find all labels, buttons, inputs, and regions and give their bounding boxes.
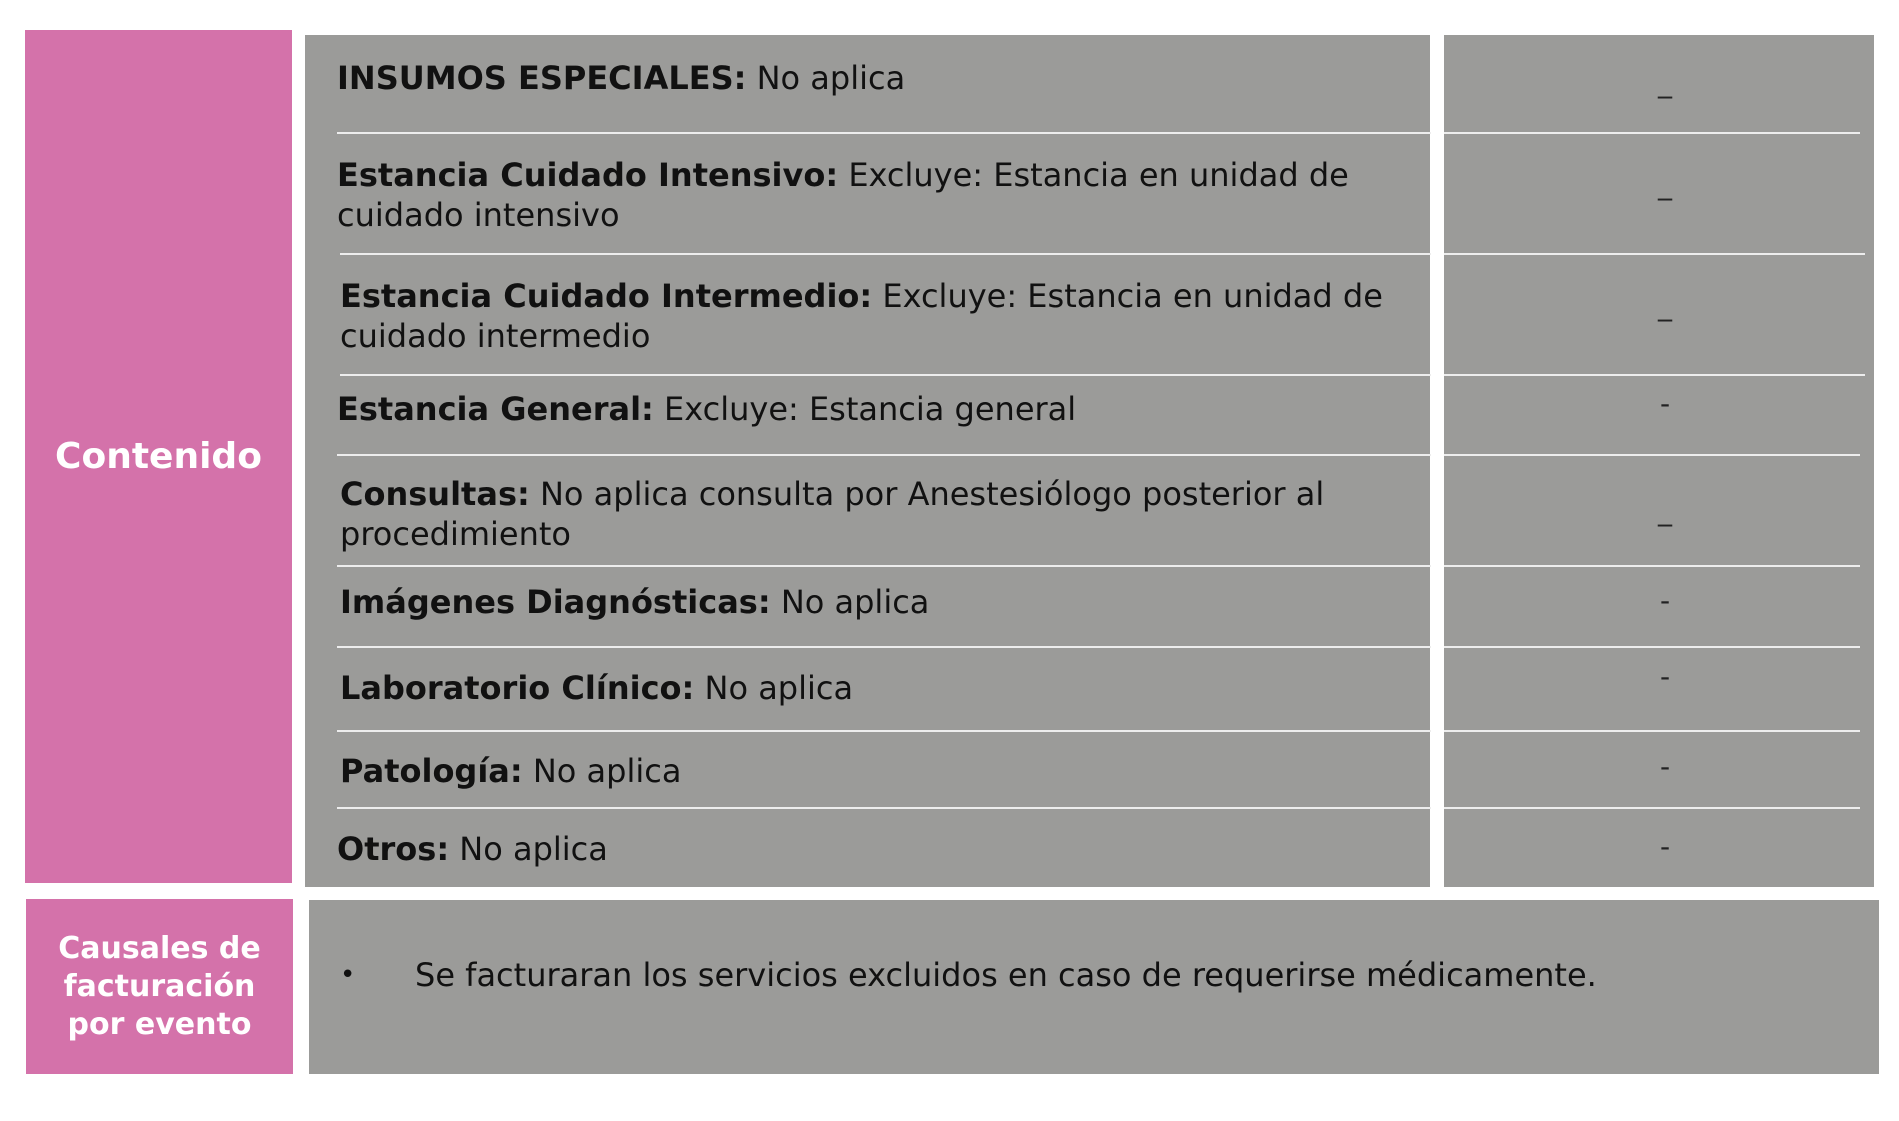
row-value: _ bbox=[1658, 289, 1672, 322]
row-description: No aplica bbox=[522, 752, 682, 790]
row-separator bbox=[337, 730, 1431, 732]
list-item bbox=[337, 389, 1417, 429]
bullet-icon: • bbox=[340, 960, 356, 990]
row-separator bbox=[1444, 132, 1860, 134]
row-separator bbox=[337, 132, 1431, 134]
causales-label bbox=[26, 899, 293, 1074]
row-separator bbox=[337, 807, 1431, 809]
list-item bbox=[337, 58, 1417, 98]
row-separator bbox=[1444, 454, 1860, 456]
row-description: No aplica bbox=[449, 830, 608, 868]
row-separator bbox=[340, 374, 1431, 376]
row-value: - bbox=[1659, 387, 1671, 420]
list-item bbox=[340, 474, 1420, 554]
list-item bbox=[340, 751, 1420, 791]
row-separator bbox=[1444, 253, 1865, 255]
list-item bbox=[337, 829, 1417, 869]
row-description: Excluye: Estancia en unidad de cuidado intensivo bbox=[337, 156, 1349, 234]
list-item bbox=[340, 276, 1420, 356]
row-description: No aplica bbox=[770, 583, 930, 621]
row-description: Excluye: Estancia en unidad de cuidado intermedio bbox=[340, 277, 1383, 355]
contenido-label-text: Contenido bbox=[55, 436, 262, 477]
row-description: No aplica bbox=[694, 669, 854, 707]
row-separator bbox=[1444, 646, 1860, 648]
list-item bbox=[340, 582, 1420, 622]
row-value: _ bbox=[1658, 168, 1672, 201]
row-value: - bbox=[1659, 830, 1671, 863]
contenido-label bbox=[25, 30, 292, 883]
row-description: No aplica bbox=[746, 59, 906, 97]
row-term: Estancia Cuidado Intensivo: bbox=[337, 156, 839, 194]
row-term: INSUMOS ESPECIALES: bbox=[337, 59, 747, 97]
row-separator bbox=[337, 646, 1431, 648]
row-description: No aplica consulta por Anestesiólogo posterior al procedimiento bbox=[340, 475, 1325, 553]
row-term: Otros: bbox=[337, 830, 450, 868]
row-description: Excluye: Estancia general bbox=[653, 390, 1077, 428]
causales-text: Se facturaran los servicios excluidos en caso de requerirse médicamente. bbox=[415, 956, 1597, 994]
row-term: Estancia Cuidado Intermedio: bbox=[340, 277, 873, 315]
row-separator bbox=[1444, 565, 1860, 567]
list-item bbox=[340, 668, 1420, 708]
list-item bbox=[337, 155, 1417, 235]
row-separator bbox=[1444, 374, 1865, 376]
causales-label-text: Causales de facturación por evento bbox=[58, 930, 261, 1042]
row-term: Imágenes Diagnósticas: bbox=[340, 583, 771, 621]
row-value: _ bbox=[1658, 66, 1672, 99]
row-separator bbox=[1444, 730, 1860, 732]
row-value: _ bbox=[1658, 494, 1672, 527]
row-value: - bbox=[1659, 750, 1671, 783]
row-term: Patología: bbox=[340, 752, 523, 790]
row-separator bbox=[337, 454, 1431, 456]
row-separator bbox=[340, 253, 1431, 255]
row-separator bbox=[337, 565, 1431, 567]
row-value: - bbox=[1659, 584, 1671, 617]
row-term: Estancia General: bbox=[337, 390, 654, 428]
row-separator bbox=[1444, 807, 1860, 809]
row-term: Consultas: bbox=[340, 475, 530, 513]
row-value: - bbox=[1659, 660, 1671, 693]
row-term: Laboratorio Clínico: bbox=[340, 669, 695, 707]
